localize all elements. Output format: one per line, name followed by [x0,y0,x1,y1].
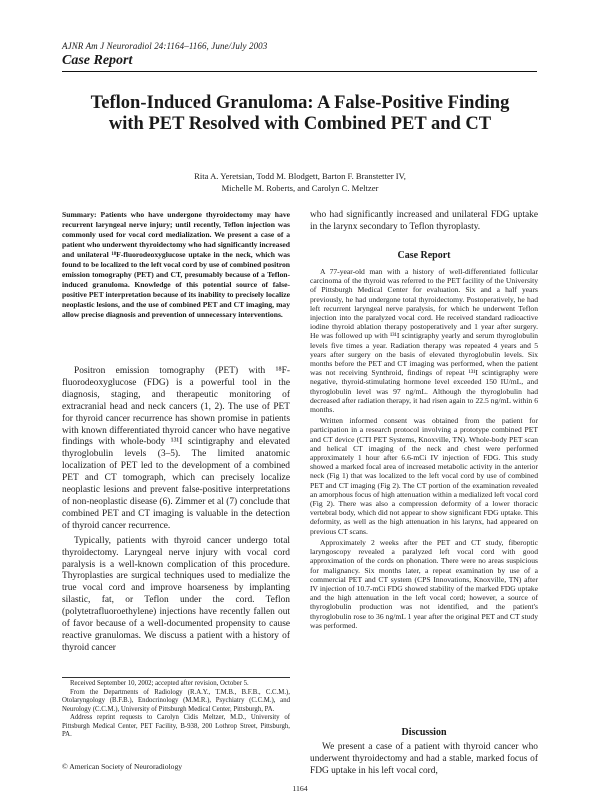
discussion-heading: Discussion [401,727,447,738]
introduction [62,366,290,655]
intro-paragraph-1: Positron emission tomography (PET) with ¹⁸F-fluorodeoxyglucose (FDG) is a powerful tool in the diagnosis, staging, and therapeutic monitoring of extracranial head and neck cancers (1, 2). The use of PET for thyroid cancer recurrence has shown promise in patients with known differentiated thyroid cancer who have negative findings with whole-body ¹³¹I scintigraphy and elevated thyroglobulin levels (3–5). The limited anatomic localization of PET led to the development of a combined PET and CT tomograph, which can precisely localize neoplastic lesions and prevent false-positive interpretations of non-neoplastic disease (6). Zimmer et al (7) conclude that combined PET and CT imaging is valuable in the detection of thyroid cancer recurrence. [62,366,290,531]
section-label: Case Report [62,53,133,68]
journal-citation: AJNR Am J Neuroradiol 24:1164–1166, June/July 2003 [62,41,268,51]
article-title: Teflon-Induced Granuloma: A False-Positive Finding with PET Resolved with Combined PET and CT [90,93,510,134]
summary-abstract: Summary: Patients who have undergone thyroidectomy may have recurrent laryngeal nerve injury; until recently, Teflon injection was commonly used for vocal cord medialization. We present a case of a patient who underwent thyroidectomy who had significantly increased and unilateral ¹⁸F-fluorodeoxyglucose uptake in the neck, which was found to be localized to the left vocal cord by use of combined positron emission tomography (PET) and CT, presumably because of a Teflon-induced granuloma. Knowledge of this potential source of false-positive PET interpretation because of its inability to precisely localize neoplastic lesions, and the use of combined PET and CT imaging, may allow precise diagnosis and prevention of unnecessary interventions. [62,210,290,320]
footnote-affiliations: From the Departments of Radiology (R.A.Y., T.M.B., B.F.B., C.C.M.), Otolaryngology (B.F.B.), Endocrinology (M.M.R.), Psychiatry (C.C.M.), and Neurology (C.C.M.), University of Pittsburgh Medical Center, Pittsburgh, PA. [62,688,290,713]
intro-paragraph-2: Typically, patients with thyroid cancer undergo total thyroidectomy. Laryngeal nerve injury with vocal cord paralysis is a well-known complication of this procedure. Thyroplasties are surgical techniques used to medialize the true vocal cord and improve hoarseness by implanting silastic, fat, or Teflon under the cord. Teflon (polytetrafluoroethylene) injections have recently fallen out of favor because of a well-documented propensity to cause reactive granulomas. We discuss a patient with a history of thyroid cancer [62,535,290,653]
copyright-notice: © American Society of Neuroradiology [62,762,183,771]
case-paragraph-1: A 77-year-old man with a history of well-differentiated follicular carcinoma of the thyroid was referred to the PET facility of the University of Pittsburgh Medical Center for evaluation. Six and a half years previously, he had undergone total thyroidectomy. Postoperatively, he had left recurrent laryngeal nerve paralysis, for which he underwent Teflon injection into the paralyzed vocal cord. He received standard radioactive iodine thyroid ablation therapy postoperatively and 1 year after surgery. He was followed up with ¹³¹I scintigraphy yearly and serum thyroglobulin levels five times a year. Radiation therapy was repeated 4 years and 5 years after surgery on the basis of elevated thyroglobulin levels. Six months before the PET and CT imaging was performed, when the patient was not receiving Synthroid, findings of repeat ¹³¹I scintigraphy were negative, thyroid-stimulating hormone level exceeded 150 IU/mL, and thyroglobulin level was 97 ng/mL. Although the thyroglobulin had decreased after radiation therapy, it had risen again to 22.5 ng/mL within 6 months. [310,267,538,415]
authors-line-1: Rita A. Yeretsian, Todd M. Blodgett, Barton F. Branstetter IV, [194,171,406,181]
case-report-body [310,267,538,630]
footnotes [62,680,290,740]
footnote-received: Received September 10, 2002; accepted after revision, October 5. [70,680,249,687]
case-paragraph-3: Approximately 2 weeks after the PET and CT study, fiberoptic laryngoscopy revealed a paralyzed left vocal cord with good approximation of the cords on phonation. There were no areas suspicious for malignancy. Six months later, a repeat examination by use of a commercial PET and CT system (CPS Innovations, Knoxville, TN) after IV injection of 10.7-mCi FDG showed stability of the marked FDG uptake and the high attenuation in the left vocal cord; however, a source of thyroglobulin production was not identified, and the patient's thyroglobulin rose to 36 ng/mL 1 year after the original PET and CT study was performed. [310,537,538,630]
footnote-rule [62,677,290,678]
author-list [150,170,450,194]
intro-continuation: who had significantly increased and unilateral FDG uptake in the larynx secondary to Teflon thyroplasty. [310,210,538,232]
header-rule [62,71,537,72]
footnote-address: Address reprint requests to Carolyn Cidis Meltzer, M.D., University of Pittsburgh Medical Center, PET Facility, B-938, 200 Lothrop Street, Pittsburgh, PA. [62,714,290,738]
discussion-paragraph-1: We present a case of a patient with thyroid cancer who underwent thyroidectomy and had a stable, marked focus of FDG uptake in his left vocal cord, [310,742,538,776]
page-number: 1164 [292,784,308,793]
case-report-heading: Case Report [397,250,451,261]
authors-line-2: Michelle M. Roberts, and Carolyn C. Meltzer [221,183,379,193]
case-paragraph-2: Written informed consent was obtained from the patient for participation in a research protocol involving a prototype combined PET and CT device (CTI PET Systems, Knoxville, TN). Whole-body PET scan and helical CT imaging of the neck and chest were performed approximately 1 hour after 6.6-mCi IV injection of FDG. This study showed a marked focal area of increased metabolic activity in the anterior neck (Fig 1) that was localized to the left vocal cord by use of combined PET and CT imaging (Fig 2). The CT portion of the examination revealed an amorphous focus of high attenuation within a medialized left vocal cord (Fig 2). There was also a compression deformity of a lower thoracic vertebral body, which did not appear to show significant FDG uptake. This deformity, as well as the high attenuation in his larynx, had appeared on previous CT scans. [310,416,538,536]
